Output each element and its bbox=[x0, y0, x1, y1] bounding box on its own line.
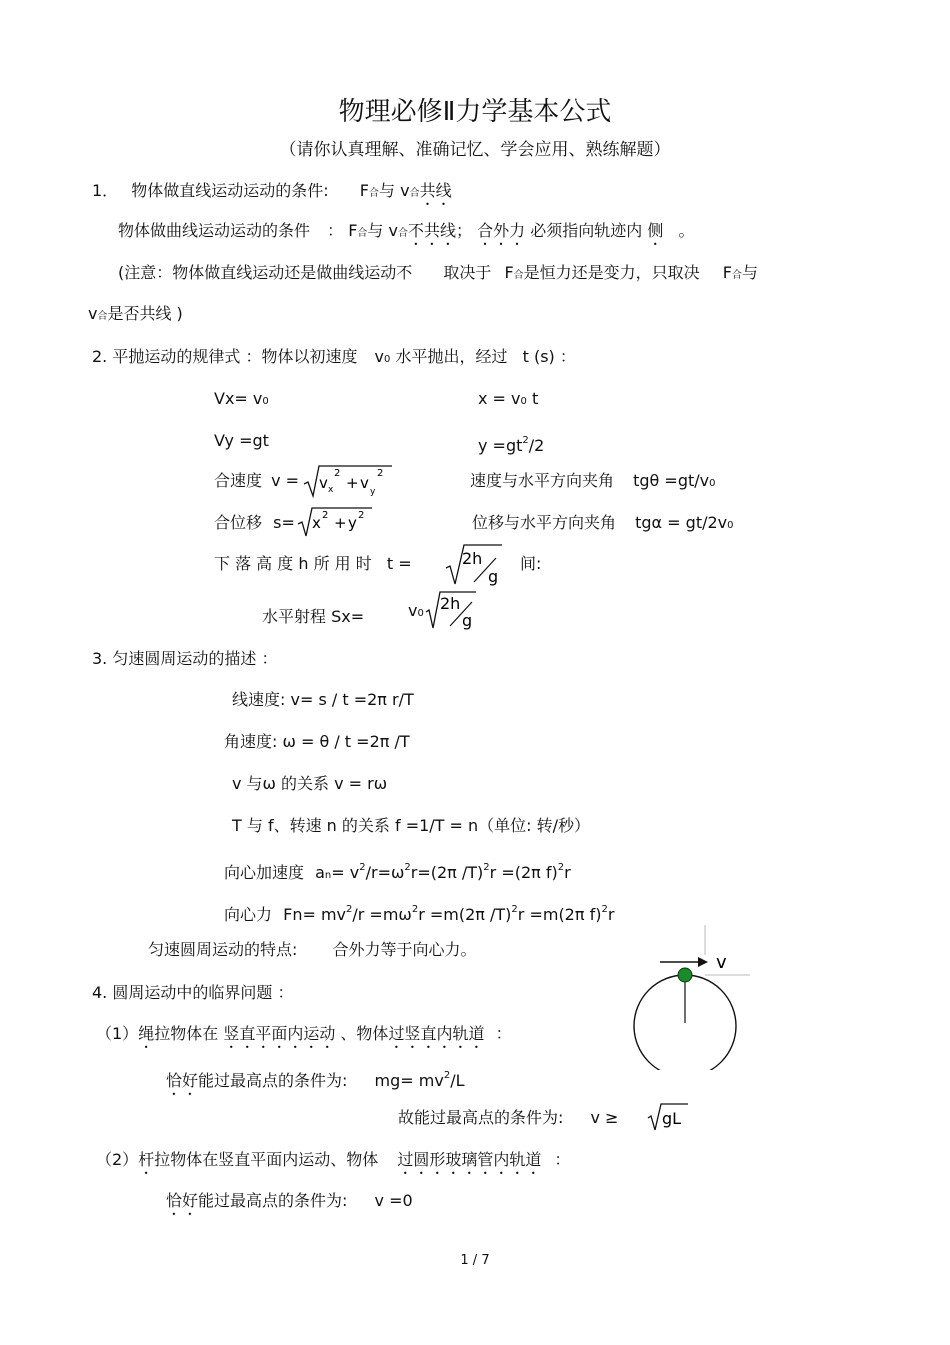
radical-y: y bbox=[348, 514, 357, 532]
page-number: 1 / 7 bbox=[460, 1253, 490, 1268]
fraction-denominator: g bbox=[462, 611, 473, 630]
s1-line-curve: 物体做曲线运动运动的条件 ： F合与 v合不共线； 合外力 必须指向轨迹内 侧 。 bbox=[118, 221, 695, 240]
ball-icon bbox=[678, 968, 692, 982]
formula-centripetal-acc: 向心加速度 $an= v^2/r=\omega^2r=(2\pi$ /T)$^2$r =(2π f)$^2$r bbox=[224, 862, 571, 882]
fall-time-tail: 间: bbox=[520, 554, 542, 573]
radical-plus: + bbox=[334, 514, 347, 532]
radical-fall-time bbox=[444, 542, 506, 588]
page-title: 物理必修Ⅱ力学基本公式 bbox=[338, 97, 612, 127]
radical-plus: + bbox=[346, 474, 359, 492]
formula-centripetal-force: 向心力 $Fn= mv^2/r =m\omega^2r =m(2\pi$ /T)$^2$r =m(2π f)$^2$r bbox=[224, 904, 615, 924]
s4-rope-case: （1）绳拉物体在 竖直平面内运动 、物体过竖直内轨道 ： bbox=[96, 1024, 512, 1043]
s1-note-cont: v合是否共线 ) bbox=[88, 304, 183, 323]
radical-displacement bbox=[296, 504, 376, 540]
formula-range: 水平射程 Sx= bbox=[262, 607, 365, 626]
radical-sub-x: x bbox=[328, 485, 334, 495]
radical-sup-1: 2 bbox=[334, 468, 341, 479]
formula-fall-time: 下 落 高 度 h 所 用 时 t = bbox=[214, 554, 412, 573]
velocity-arrow-head bbox=[698, 957, 708, 967]
formula-displacement: 合位移 s= bbox=[214, 513, 295, 532]
formula-x: x = v0 t bbox=[478, 389, 539, 408]
formula-linear-speed: 线速度: v= s / t =2π r/T bbox=[232, 690, 414, 709]
formula-v-omega: v 与ω 的关系 v = rω bbox=[232, 774, 388, 793]
s2-heading: 2. 平抛运动的规律式 ：物体以初速度 v0 水平抛出，经过 t (s) ： bbox=[92, 347, 576, 366]
s3-heading: 3. 匀速圆周运动的描述 ： bbox=[92, 649, 278, 668]
circle-motion-figure bbox=[630, 925, 755, 1070]
range-v0: v0 bbox=[408, 601, 424, 620]
page-subtitle: （请你认真理解、准确记忆、学会应用、熟练解题） bbox=[279, 140, 671, 160]
radical-sup-y: 2 bbox=[358, 510, 365, 521]
radical-vx: v bbox=[319, 474, 328, 492]
radical-sup-x: 2 bbox=[322, 510, 329, 521]
radical-gl-text: gL bbox=[662, 1109, 682, 1128]
s4-heading: 4. 圆周运动中的临界问题 ： bbox=[92, 983, 294, 1002]
formula-vy: Vy =gt bbox=[214, 431, 269, 450]
radical-velocity bbox=[302, 462, 394, 500]
fraction-numerator: 2h bbox=[462, 549, 483, 568]
radical-x: x bbox=[312, 514, 321, 532]
radical-sup-2: 2 bbox=[377, 468, 384, 479]
formula-angular-speed: 角速度: ω = θ / t =2π /T bbox=[224, 732, 410, 751]
radical-sub-y: y bbox=[370, 487, 376, 497]
uniform-circular-feature: 匀速圆周运动的特点: 合外力等于向心力。 bbox=[148, 940, 477, 959]
radical-gl bbox=[646, 1100, 692, 1134]
s4-rod-case: （2）杆拉物体在竖直平面内运动、物体 过圆形玻璃管内轨道 ： bbox=[96, 1150, 571, 1169]
formula-vx: Vx= v0 bbox=[214, 389, 269, 408]
velocity-label: v bbox=[716, 952, 727, 973]
s1-line-straight: 1． 物体做直线运动运动的条件: F合与 v合共线 bbox=[92, 181, 452, 200]
formula-displacement-angle: 位移与水平方向夹角 tgα = gt/2v0 bbox=[472, 513, 734, 532]
radical-vy: v bbox=[360, 474, 369, 492]
formula-velocity-angle: 速度与水平方向夹角 tgθ =gt/v0 bbox=[470, 471, 716, 490]
formula-y: $y =gt^2/2$ bbox=[478, 435, 545, 455]
s4-rope-result: 故能过最高点的条件为: v ≥ bbox=[398, 1108, 619, 1127]
formula-period: T 与 f、转速 n 的关系 f =1/T = n（单位: 转/秒） bbox=[232, 816, 591, 835]
s4-rope-condition: 恰好能过最高点的条件为: $mg= mv^2/L$ bbox=[166, 1070, 465, 1090]
fraction-numerator: 2h bbox=[440, 594, 461, 613]
s4-rod-condition: 恰好能过最高点的条件为: v =0 bbox=[166, 1191, 413, 1210]
s1-note: (注意：物体做直线运动还是做曲线运动不 取决于 F合是恒力还是变力，只取决 F合与 bbox=[118, 263, 758, 282]
formula-v-resultant: 合速度 v = bbox=[214, 471, 300, 490]
radical-range bbox=[424, 588, 480, 632]
fraction-denominator: g bbox=[488, 567, 499, 586]
